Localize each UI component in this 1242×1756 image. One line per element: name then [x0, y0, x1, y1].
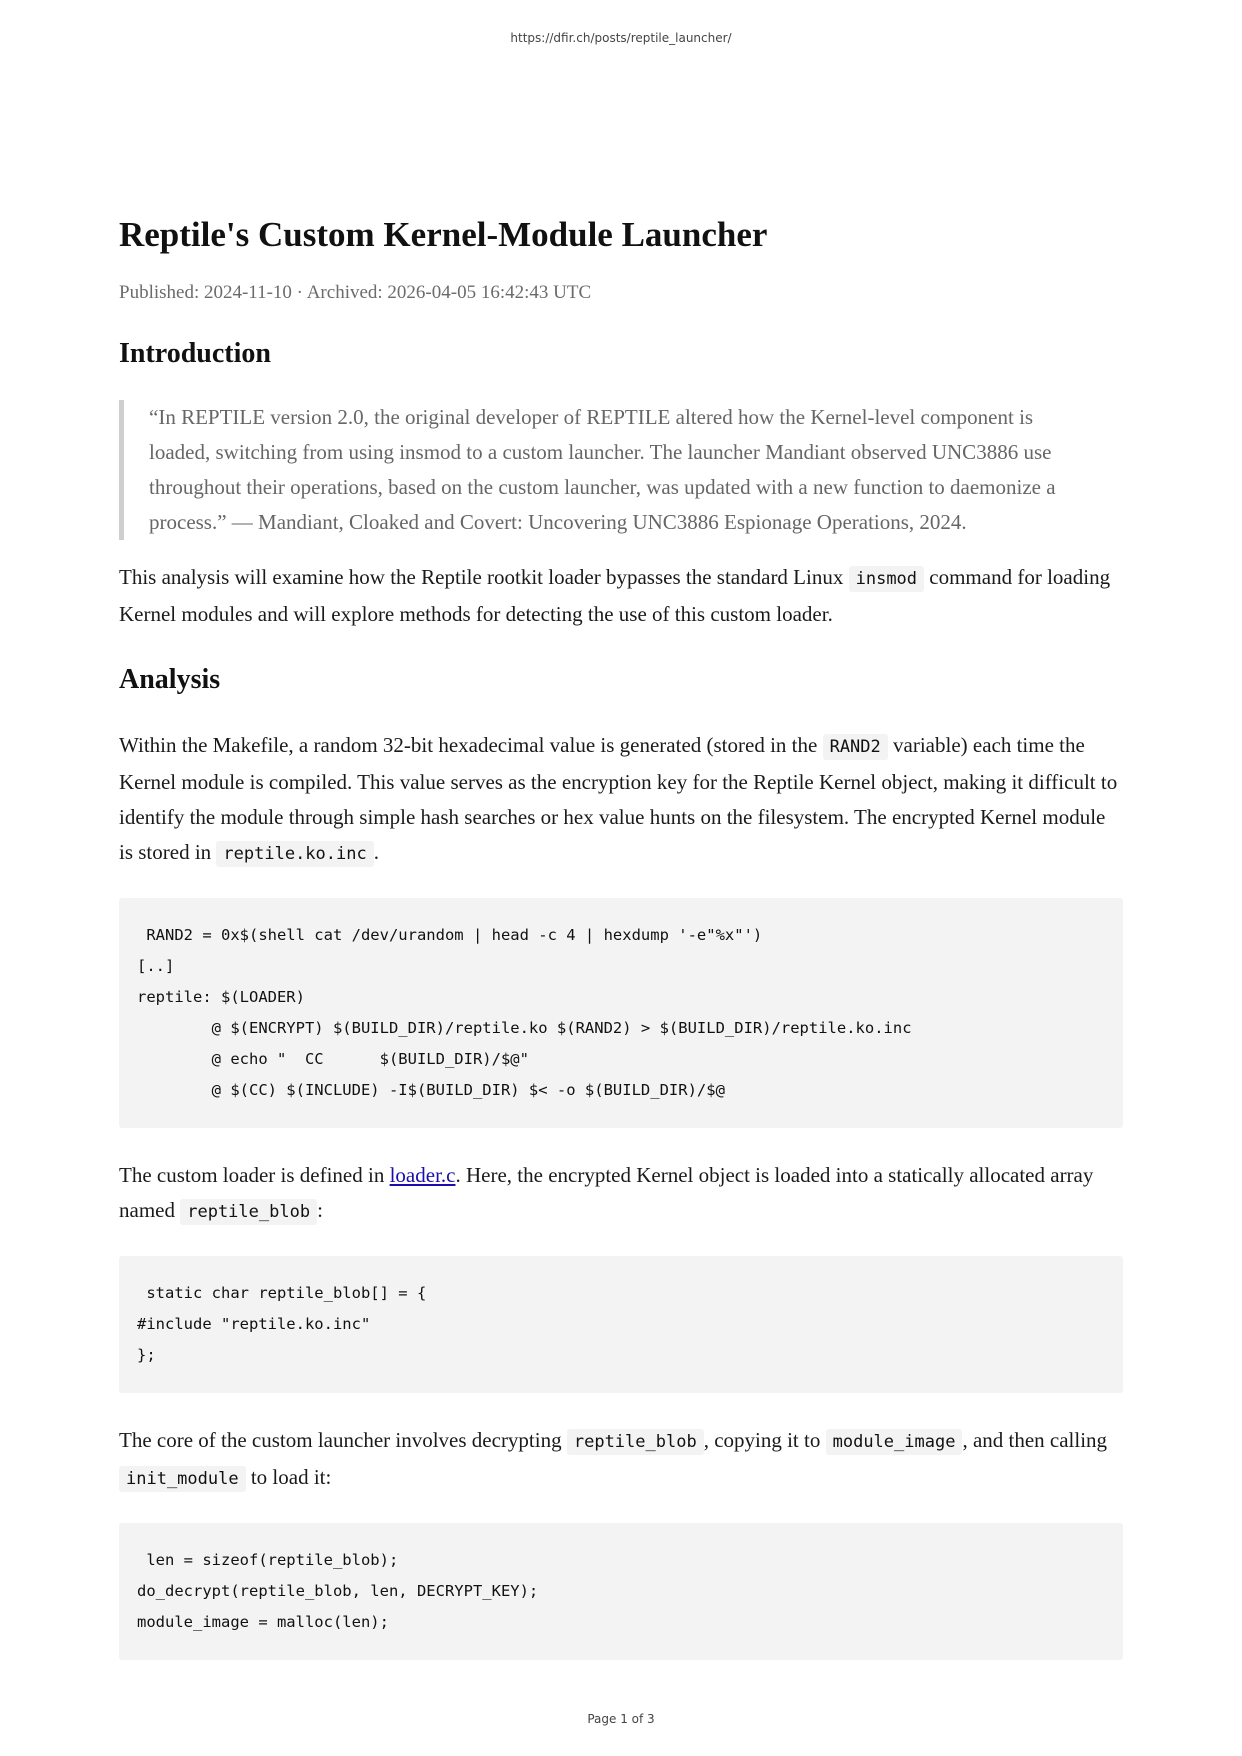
text: The custom loader is defined in [119, 1163, 390, 1187]
text: variable) each time the Kernel module is compiled. This value serves as the encryption key for the Reptile Kernel object, making it difficult to identify the module through simple hash searches or hex value hunts on the filesystem. The encrypted Kernel module is stored in [119, 733, 1118, 864]
inline-code: reptile_blob [180, 1199, 317, 1225]
paragraph-intro [119, 560, 1123, 632]
code-block-decrypt: len = sizeof(reptile_blob); do_decrypt(reptile_blob, len, DECRYPT_KEY); module_image = malloc(len); [119, 1523, 1123, 1660]
text: : [317, 1198, 323, 1222]
text: , and then calling [962, 1428, 1108, 1452]
inline-code: RAND2 [823, 734, 888, 760]
text: command for loading Kernel modules and will explore methods for detecting the use of this custom loader. [119, 565, 1111, 626]
article-meta: Published: 2024-11-10 · Archived: 2026-04-05 16:42:43 UTC [119, 282, 592, 303]
heading-analysis: Analysis [119, 664, 221, 695]
inline-code: reptile.ko.inc [216, 841, 373, 867]
text: The core of the custom launcher involves decrypting [119, 1428, 567, 1452]
text: . [373, 840, 379, 864]
text: . Here, the encrypted Kernel object is loaded into a statically allocated array named [119, 1163, 1094, 1222]
code-block-makefile: RAND2 = 0x$(shell cat /dev/urandom | head -c 4 | hexdump '-e"%x"') [..] reptile: $(LOADER) @ $(ENCRYPT) $(BUILD_DIR)/reptile.ko $(RAND2) > $(BUILD_DIR)/reptile.ko.inc @ echo " CC $(BUILD_DIR)/$@" @ $(CC) $(INCLUDE) -I$(BUILD_DIR) $< -o $(BUILD_DIR)/$@ [119, 898, 1123, 1128]
paragraph-loader [119, 1158, 1123, 1230]
page-number: Page 1 of 3 [587, 1712, 655, 1726]
text: Within the Makefile, a random 32-bit hexadecimal value is generated (stored in the [119, 733, 823, 757]
inline-code: reptile_blob [567, 1429, 704, 1455]
text: , copying it to [703, 1428, 826, 1452]
paragraph-core [119, 1423, 1123, 1497]
text: This analysis will examine how the Reptile rootkit loader bypasses the standard Linux [119, 565, 849, 589]
heading-introduction: Introduction [119, 338, 271, 369]
loader-link[interactable]: loader.c [389, 1163, 456, 1187]
inline-code: insmod [849, 566, 924, 592]
intro-quote: “In REPTILE version 2.0, the original developer of REPTILE altered how the Kernel-level component is loaded, switching from using insmod to a custom launcher. The launcher Mandiant observed UNC3886 use throughout their operations, based on the custom launcher, was updated with a new function to daemonize a process.” — Mandiant, Cloaked and Covert: Uncovering UNC3886 Espionage Operations, 2024. [119, 400, 1123, 540]
inline-code: init_module [119, 1466, 246, 1492]
paragraph-makefile [119, 728, 1123, 872]
text: to load it: [245, 1465, 332, 1489]
code-block-blob: static char reptile_blob[] = { #include "reptile.ko.inc" }; [119, 1256, 1123, 1393]
article-title: Reptile's Custom Kernel-Module Launcher [119, 215, 768, 254]
article [119, 212, 1123, 1660]
inline-code: module_image [826, 1429, 963, 1455]
page-url: https://dfir.ch/posts/reptile_launcher/ [510, 31, 732, 45]
